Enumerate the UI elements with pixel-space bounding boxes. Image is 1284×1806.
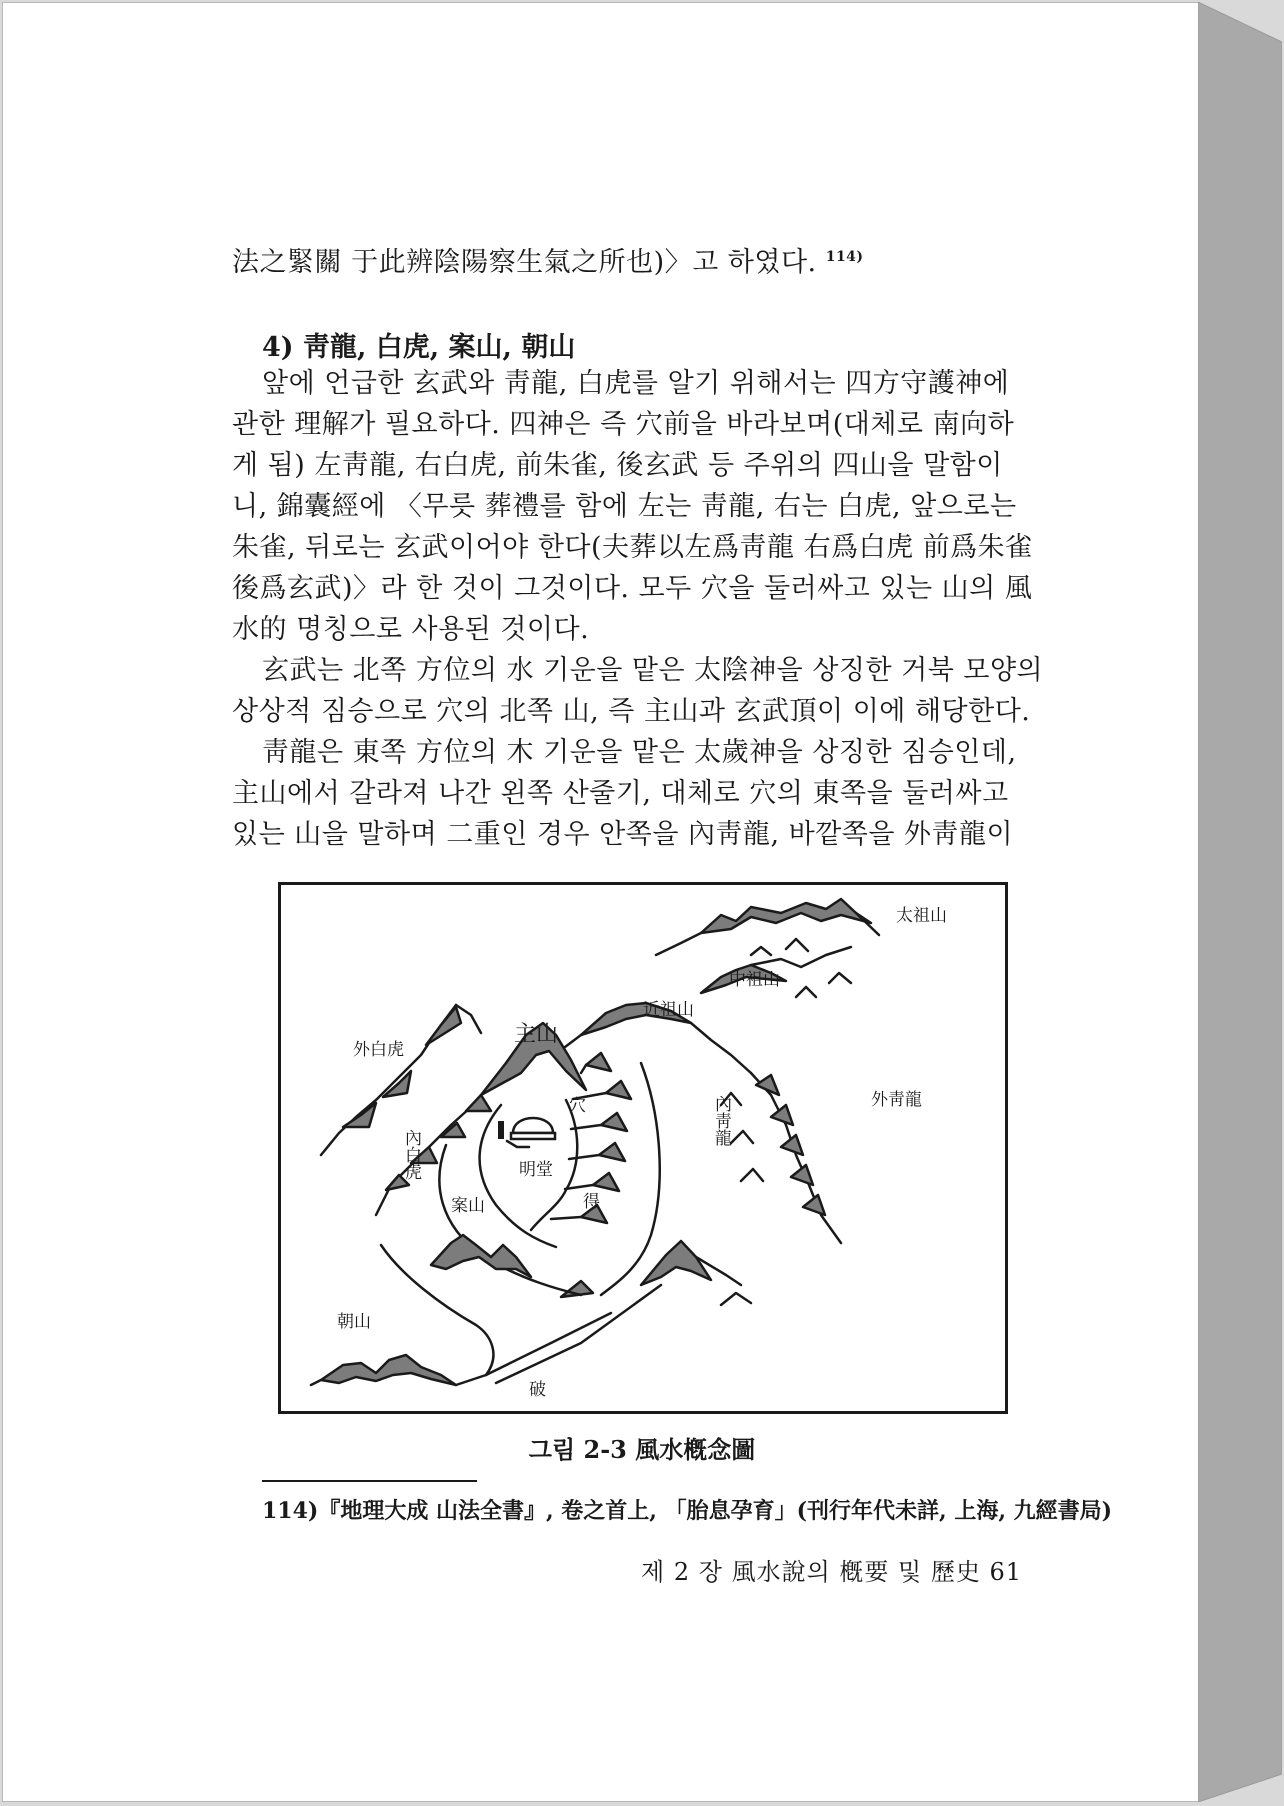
footnote-divider (262, 1480, 477, 1482)
ridge-naecheongryong (586, 1053, 611, 1071)
label-oebaekho: 外白虎 (353, 1040, 404, 1060)
text-line-12: 主山에서 갈라져 나간 왼쪽 산줄기, 대체로 穴의 東쪽을 둘러싸고 (232, 778, 1009, 809)
label-naecheongryong: 內靑龍 (711, 1095, 731, 1146)
text-line-11: 靑龍은 東쪽 方位의 木 기운을 맡은 太歲神을 상징한 짐승인데, (262, 737, 1017, 768)
text-line-3: 관한 理解가 필요하다. 四神은 즉 穴前을 바라보며(대체로 南向하 (232, 409, 1015, 440)
figure-caption: 그림 2-3 風水槪念圖 (528, 1435, 756, 1464)
hyeol-mound (513, 1118, 553, 1133)
text-line-8: 水的 명칭으로 사용된 것이다. (232, 614, 590, 645)
label-jusan: 主山 (514, 1022, 559, 1047)
label-deuk: 得 (583, 1192, 600, 1212)
mountain-josan (321, 1355, 456, 1385)
label-taejosan: 太祖山 (896, 906, 947, 926)
label-naebaekho: 內白虎 (401, 1129, 421, 1180)
label-geunjosan: 近祖山 (643, 1000, 694, 1020)
text-line-2: 앞에 언급한 玄武와 靑龍, 白虎를 알기 위해서는 四方守護神에 (262, 368, 1010, 399)
text-line-5: 니, 錦囊經에 〈무릇 葬禮를 함에 左는 靑龍, 右는 白虎, 앞으로는 (232, 491, 1017, 522)
mountain-lower-right (641, 1241, 711, 1285)
diagram-drawing (281, 885, 1005, 1411)
footnote: 114)『地理大成 山法全書』, 卷之首上, 「胎息孕育」(刊行年代未詳, 上海, 九經書局) (262, 1498, 1113, 1524)
water-pa (496, 1285, 661, 1383)
text-line-9: 玄武는 北쪽 方位의 水 기운을 맡은 太陰神을 상징한 거북 모양의 (262, 655, 1044, 686)
fengshui-diagram (278, 882, 1008, 1414)
text-line-10: 상상적 짐승으로 穴의 北쪽 山, 즉 主山과 玄武頂이 이에 해당한다. (232, 696, 1031, 727)
label-josan: 朝山 (337, 1312, 371, 1332)
section-heading: 4) 靑龍, 白虎, 案山, 朝山 (262, 332, 576, 363)
hyeol-base (511, 1133, 555, 1139)
label-oecheongryong: 外靑龍 (871, 1090, 922, 1110)
text-line-4: 게 됨) 左靑龍, 右白虎, 前朱雀, 後玄武 등 주위의 四山을 말함이 (232, 450, 1003, 481)
text-line-7: 後爲玄武)〉라 한 것이 그것이다. 모두 穴을 둘러싸고 있는 山의 風 (232, 573, 1033, 604)
ridge-oecheongryong (751, 1073, 841, 1243)
text-line-1: 法之緊關 于此辨陰陽察生氣之所也)〉고 하였다. $^{114)}$ (232, 247, 864, 278)
label-hyeol: 穴 (569, 1096, 586, 1116)
mountain-taejosan (701, 899, 871, 933)
label-pa: 破 (529, 1380, 546, 1400)
page-edge-shadow (1198, 2, 1282, 1802)
label-ansan: 案山 (451, 1196, 485, 1216)
label-jungjosan: 中祖山 (729, 970, 780, 990)
mountain-ansan (431, 1235, 531, 1277)
tombstone (498, 1121, 504, 1139)
label-myeongdang: 明堂 (519, 1160, 553, 1180)
text-line-13: 있는 山을 말하며 二重인 경우 안쪽을 內靑龍, 바깥쪽을 外靑龍이 (232, 819, 1014, 850)
running-head: 제 2 장 風水說의 槪要 및 歷史 61 (641, 1558, 1022, 1586)
footnote-ref: 114) (825, 249, 864, 265)
text-line-6: 朱雀, 뒤로는 玄武이어야 한다(夫葬以左爲靑龍 右爲白虎 前爲朱雀 (232, 532, 1033, 563)
ridge-oebaekho (321, 1005, 456, 1155)
